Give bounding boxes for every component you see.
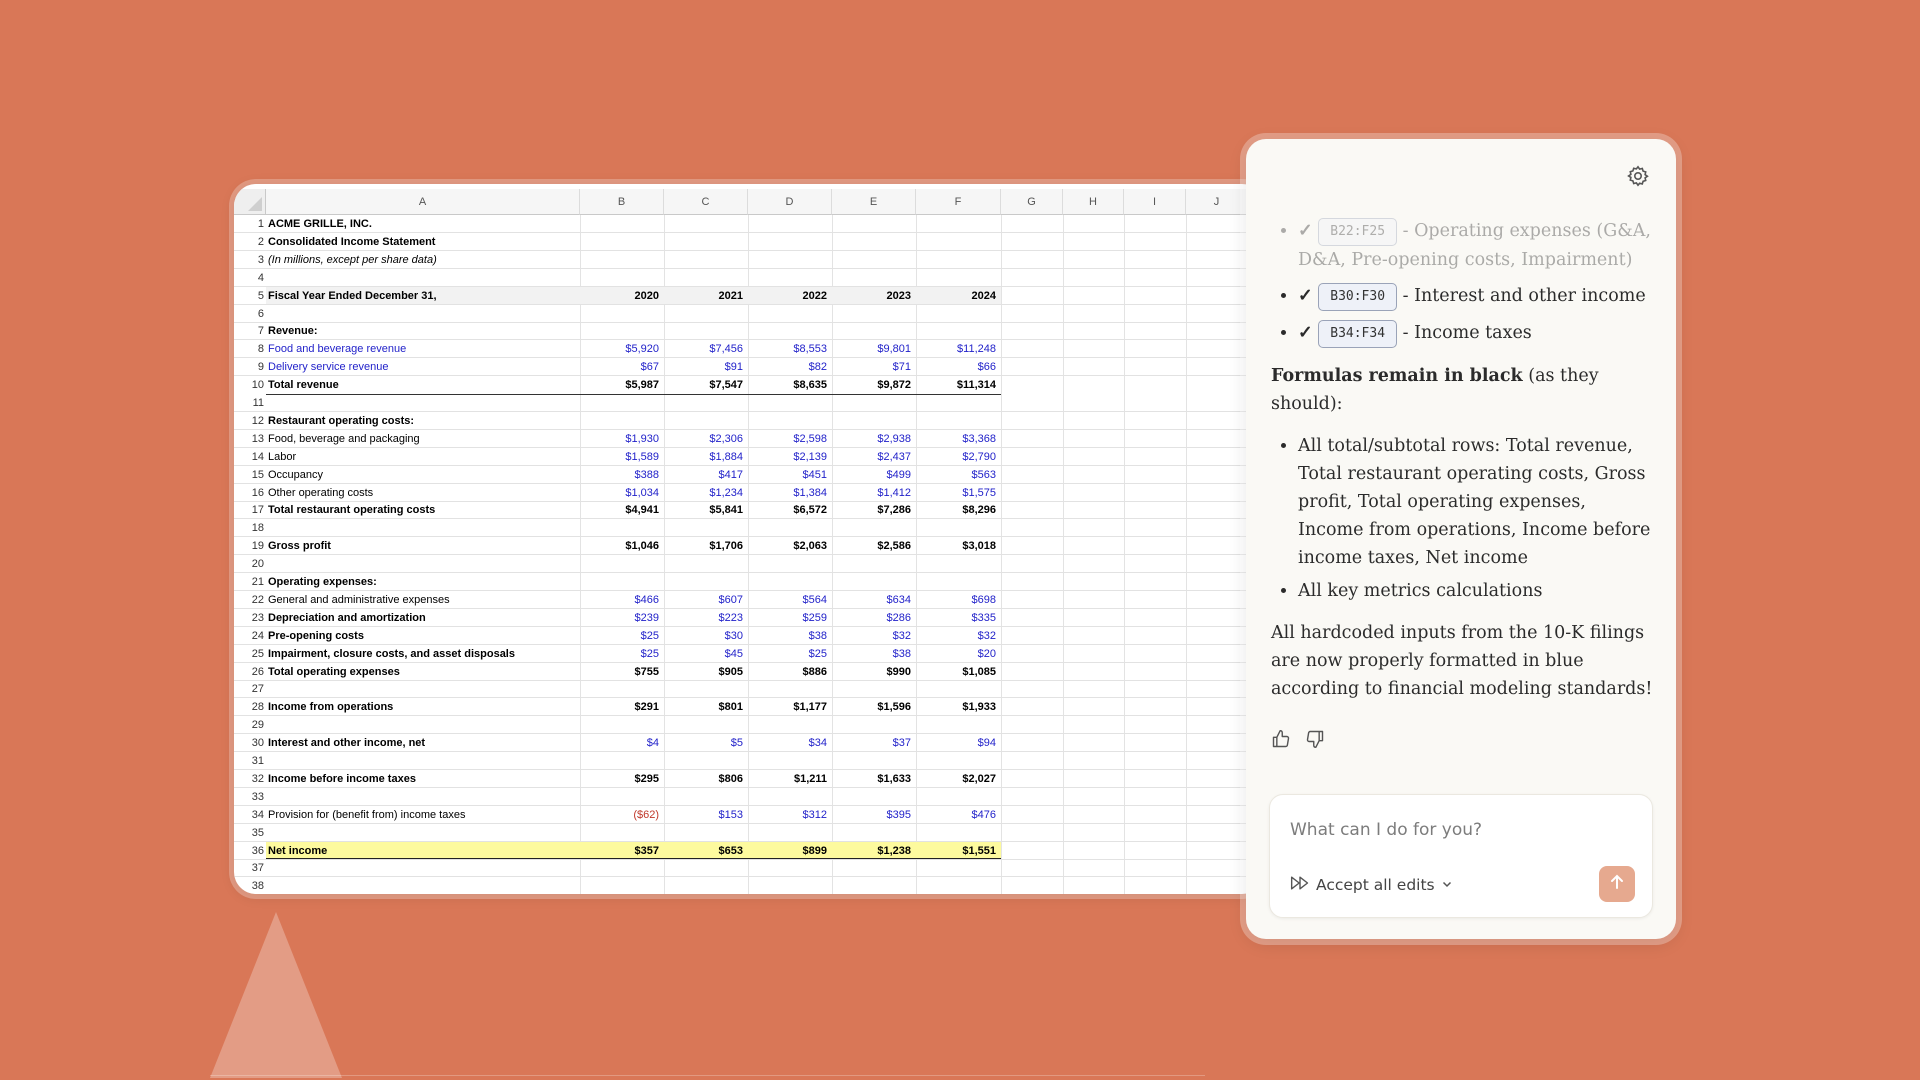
row-label-cell[interactable]: Food, beverage and packaging (268, 432, 420, 445)
assistant-chat-panel (1246, 139, 1676, 939)
row-number[interactable]: 4 (257, 271, 264, 284)
value-cell[interactable]: $698 (971, 593, 996, 606)
column-header[interactable]: G (1001, 189, 1063, 215)
table-row (234, 555, 1264, 573)
table-row (234, 824, 1264, 842)
chat-input[interactable] (1288, 815, 1632, 845)
value-cell[interactable]: $286 (886, 611, 911, 624)
select-all-corner[interactable] (234, 189, 266, 215)
value-cell[interactable]: $8,635 (793, 379, 827, 392)
row-number[interactable]: 29 (251, 719, 264, 732)
table-row (234, 322, 1264, 340)
value-cell[interactable]: $71 (892, 361, 911, 374)
table-row (234, 394, 1264, 412)
row-number[interactable]: 6 (257, 307, 264, 320)
row-label-cell[interactable]: Depreciation and amortization (268, 611, 426, 624)
value-cell[interactable]: 2021 (718, 289, 743, 302)
list-item (1298, 319, 1656, 348)
value-cell[interactable]: $11,314 (956, 379, 996, 392)
spreadsheet-grid (234, 184, 1264, 894)
send-button[interactable] (1599, 866, 1635, 902)
row-number[interactable]: 10 (251, 379, 264, 392)
value-cell[interactable]: $38 (892, 647, 911, 660)
table-row (234, 519, 1264, 537)
value-cell[interactable]: $4 (646, 737, 659, 750)
row-number[interactable]: 34 (251, 808, 264, 821)
row-number[interactable]: 16 (251, 486, 264, 499)
row-label-cell[interactable]: Fiscal Year Ended December 31, (268, 289, 437, 302)
column-header[interactable]: E (832, 189, 916, 215)
closing-message: All hardcoded inputs from the 10-K filings are now properly formatted in blue according to financial modeling standards! (1271, 623, 1653, 699)
value-cell[interactable]: $25 (808, 647, 827, 660)
table-row (234, 877, 1264, 894)
value-cell[interactable]: $9,801 (877, 343, 911, 356)
value-cell[interactable]: $7,547 (709, 379, 743, 392)
value-cell[interactable]: $25 (640, 647, 659, 660)
value-cell[interactable]: $806 (718, 772, 743, 785)
row-number[interactable]: 2 (257, 235, 264, 248)
row-label-cell[interactable]: Occupancy (268, 468, 324, 481)
row-number[interactable]: 7 (257, 325, 264, 338)
row-number[interactable]: 9 (257, 361, 264, 374)
value-cell[interactable]: ($62) (633, 808, 659, 821)
value-cell[interactable]: $2,306 (709, 432, 743, 445)
value-cell[interactable]: $1,884 (709, 450, 743, 463)
row-number[interactable]: 27 (251, 683, 264, 696)
row-label-cell[interactable]: Income from operations (268, 701, 394, 714)
value-cell[interactable]: $634 (886, 593, 911, 606)
row-number[interactable]: 8 (257, 343, 264, 356)
value-cell[interactable]: 2024 (971, 289, 996, 302)
value-cell[interactable]: $1,238 (877, 844, 911, 857)
row-label-cell[interactable]: Income before income taxes (268, 772, 416, 785)
value-cell[interactable]: $312 (802, 808, 827, 821)
row-number[interactable]: 38 (251, 880, 264, 893)
value-cell[interactable]: 2020 (634, 289, 659, 302)
row-label-cell[interactable]: Gross profit (268, 540, 331, 553)
row-label-cell[interactable]: Impairment, closure costs, and asset disposals (268, 647, 515, 660)
formulas-heading-rest: (as they should): (1271, 366, 1599, 414)
check-mark: ✓ (1298, 221, 1313, 241)
value-cell[interactable]: $2,586 (877, 540, 911, 553)
row-number[interactable]: 26 (251, 665, 264, 678)
row-number[interactable]: 33 (251, 790, 264, 803)
value-cell[interactable]: $37 (892, 737, 911, 750)
value-cell[interactable]: $9,872 (877, 379, 911, 392)
list-item-text: - Interest and other income (1397, 286, 1646, 306)
value-cell[interactable]: $886 (802, 665, 827, 678)
value-cell[interactable]: $451 (802, 468, 827, 481)
value-cell[interactable]: $6,572 (793, 504, 827, 517)
value-cell[interactable]: $1,046 (625, 540, 659, 553)
value-cell[interactable]: $395 (886, 808, 911, 821)
table-row (234, 716, 1264, 734)
value-cell[interactable]: $223 (718, 611, 743, 624)
value-cell[interactable]: $7,456 (709, 343, 743, 356)
value-cell[interactable]: $66 (977, 361, 996, 374)
value-cell[interactable]: $8,553 (793, 343, 827, 356)
value-cell[interactable]: $34 (808, 737, 827, 750)
row-label-cell[interactable]: Other operating costs (268, 486, 374, 499)
row-label-cell[interactable]: Operating expenses: (268, 576, 377, 588)
row-label-cell[interactable]: ACME GRILLE, INC. (268, 218, 372, 230)
row-number[interactable]: 36 (251, 844, 264, 857)
value-cell[interactable]: $45 (724, 647, 743, 660)
row-label-cell[interactable]: Total operating expenses (268, 665, 400, 678)
row-label-cell[interactable]: Total restaurant operating costs (268, 504, 436, 517)
range-chip[interactable]: B22:F25 (1318, 218, 1397, 246)
value-cell[interactable]: $466 (634, 593, 659, 606)
list-item: • All key metrics calculations (1298, 577, 1656, 605)
value-cell[interactable]: $5 (730, 737, 743, 750)
value-cell[interactable]: $1,551 (962, 844, 996, 857)
row-label-cell[interactable]: Net income (268, 844, 328, 857)
row-label-cell[interactable]: (In millions, except per share data) (268, 253, 437, 266)
value-cell[interactable]: $153 (718, 808, 743, 821)
row-number[interactable]: 1 (257, 218, 264, 230)
value-cell[interactable]: $67 (640, 361, 659, 374)
value-cell[interactable]: $4,941 (625, 504, 659, 517)
table-row (234, 573, 1264, 591)
table-row (234, 680, 1264, 698)
thumbs-down-icon[interactable] (1305, 729, 1325, 749)
value-cell[interactable]: $990 (886, 665, 911, 678)
value-cell[interactable]: $30 (724, 629, 743, 642)
list-item-text: - Income taxes (1397, 323, 1532, 343)
accept-all-edits-button[interactable] (1290, 875, 1453, 895)
value-cell[interactable]: $25 (640, 629, 659, 642)
value-cell[interactable]: $259 (802, 611, 827, 624)
value-cell[interactable]: $564 (802, 593, 827, 606)
value-cell[interactable]: $1,211 (793, 772, 827, 785)
check-mark: ✓ (1298, 286, 1313, 306)
value-cell[interactable]: $755 (634, 665, 659, 678)
row-label-cell[interactable]: Interest and other income, net (268, 737, 426, 750)
row-number[interactable]: 37 (251, 862, 264, 875)
list-item (1298, 282, 1656, 311)
column-header[interactable]: F (916, 189, 1001, 215)
column-header[interactable]: H (1063, 189, 1124, 215)
value-cell[interactable]: $499 (886, 468, 911, 481)
row-label-cell[interactable]: Revenue: (268, 325, 318, 338)
row-label-cell[interactable]: Total revenue (268, 379, 339, 392)
formulas-heading-bold: Formulas remain in black (1271, 366, 1523, 386)
table-row (234, 788, 1264, 806)
row-label-cell[interactable]: Consolidated Income Statement (268, 235, 436, 248)
value-cell[interactable]: $1,234 (709, 486, 743, 499)
value-cell[interactable]: $3,018 (962, 540, 996, 553)
value-cell[interactable]: $417 (718, 468, 743, 481)
value-cell[interactable]: $1,633 (877, 772, 911, 785)
value-cell[interactable]: $1,034 (625, 486, 659, 499)
column-header[interactable]: C (664, 189, 748, 215)
value-cell[interactable]: $291 (634, 701, 659, 714)
chevron-down-icon (1441, 876, 1453, 894)
value-cell[interactable]: $1,575 (962, 486, 996, 499)
row-number[interactable]: 18 (251, 522, 264, 535)
value-cell[interactable]: $899 (802, 844, 827, 857)
value-cell[interactable]: $11,248 (957, 343, 996, 356)
row-number[interactable]: 35 (251, 826, 264, 839)
value-cell[interactable]: $2,598 (793, 432, 827, 445)
value-cell[interactable]: $1,412 (877, 486, 911, 499)
row-label-cell[interactable]: Restaurant operating costs: (268, 414, 415, 427)
value-cell[interactable]: $8,296 (962, 504, 996, 517)
value-cell[interactable]: $2,790 (962, 450, 996, 463)
value-cell[interactable]: $38 (808, 629, 827, 642)
table-row (234, 215, 1264, 233)
value-cell[interactable]: $1,177 (793, 701, 827, 714)
value-cell[interactable]: $357 (634, 844, 659, 857)
value-cell[interactable]: $7,286 (877, 504, 911, 517)
value-cell[interactable]: $20 (977, 647, 996, 660)
value-cell[interactable]: $2,938 (877, 432, 911, 445)
column-header[interactable]: J (1186, 189, 1248, 215)
list-item: • All total/subtotal rows: Total revenue, Total restaurant operating costs, Gross profit, Total operating expenses, Income from operations, Income before income taxes, Net income (1298, 432, 1656, 572)
row-label-cell[interactable]: Delivery service revenue (268, 361, 389, 374)
table-row (234, 752, 1264, 770)
column-header[interactable]: B (580, 189, 664, 215)
row-number[interactable]: 11 (252, 397, 264, 409)
value-cell[interactable]: $1,589 (625, 450, 659, 463)
formulas-heading (1271, 362, 1656, 418)
value-cell[interactable]: $1,706 (709, 540, 743, 553)
chat-message (1271, 217, 1656, 703)
value-cell[interactable]: $5,920 (625, 343, 659, 356)
value-cell[interactable]: $801 (718, 701, 743, 714)
fast-forward-icon (1290, 875, 1310, 895)
formula-rows-list (1271, 432, 1656, 605)
spreadsheet-window (234, 184, 1264, 894)
row-number[interactable]: 20 (251, 558, 264, 571)
row-number[interactable]: 3 (257, 253, 264, 266)
row-number[interactable]: 5 (257, 289, 264, 302)
row-number[interactable]: 13 (251, 432, 264, 445)
value-cell[interactable]: $1,596 (877, 701, 911, 714)
arrow-up-icon (1608, 873, 1626, 895)
value-cell[interactable]: $1,933 (962, 701, 996, 714)
value-cell[interactable]: $388 (634, 468, 659, 481)
column-header[interactable]: I (1124, 189, 1186, 215)
check-mark: ✓ (1298, 323, 1313, 343)
row-number[interactable]: 15 (251, 468, 264, 481)
row-number[interactable]: 28 (251, 701, 264, 714)
row-number[interactable]: 25 (251, 647, 264, 660)
row-number[interactable]: 17 (251, 504, 264, 517)
list-item-text: - Operating expenses (G&A, D&A, Pre-opening costs, Impairment) (1298, 221, 1651, 270)
row-number[interactable]: 32 (251, 772, 264, 785)
value-cell[interactable]: $5,841 (709, 504, 743, 517)
value-cell[interactable]: $1,384 (793, 486, 827, 499)
decorative-triangle (210, 912, 342, 1078)
value-cell[interactable]: $2,139 (793, 450, 827, 463)
value-cell[interactable]: $335 (971, 611, 996, 624)
gear-icon[interactable] (1626, 164, 1650, 188)
value-cell[interactable]: $653 (718, 844, 743, 857)
feedback-buttons (1271, 729, 1325, 749)
column-header[interactable]: A (266, 189, 580, 215)
value-cell[interactable]: $295 (634, 772, 659, 785)
value-cell[interactable]: $905 (718, 665, 743, 678)
row-number[interactable]: 30 (251, 737, 264, 750)
row-number[interactable]: 21 (251, 576, 264, 588)
value-cell[interactable]: $1,085 (962, 665, 996, 678)
row-label-cell[interactable]: General and administrative expenses (268, 593, 450, 606)
row-label-cell[interactable]: Provision for (benefit from) income taxes (268, 808, 466, 821)
value-cell[interactable]: $1,930 (625, 432, 659, 445)
row-number[interactable]: 31 (251, 755, 264, 767)
value-cell[interactable]: $2,437 (877, 450, 911, 463)
row-label-cell[interactable]: Labor (268, 450, 297, 463)
value-cell[interactable]: $2,027 (962, 772, 996, 785)
value-cell[interactable]: $32 (977, 629, 996, 642)
row-number[interactable]: 23 (251, 611, 264, 624)
row-number[interactable]: 22 (251, 593, 264, 606)
value-cell[interactable]: $563 (971, 468, 996, 481)
thumbs-up-icon[interactable] (1271, 729, 1291, 749)
value-cell[interactable]: 2023 (886, 289, 911, 302)
decorative-line (210, 1075, 1205, 1076)
value-cell[interactable]: $5,987 (625, 379, 659, 392)
list-item (1298, 217, 1656, 274)
table-row (234, 305, 1264, 323)
value-cell[interactable]: $32 (892, 629, 911, 642)
value-cell[interactable]: $91 (724, 361, 743, 374)
range-chip[interactable]: B34:F34 (1318, 320, 1397, 348)
value-cell[interactable]: $239 (634, 611, 659, 624)
chat-input-box (1269, 794, 1653, 918)
row-label-cell[interactable]: Pre-opening costs (268, 629, 364, 642)
value-cell[interactable]: $94 (977, 737, 996, 750)
edited-ranges-list (1271, 217, 1656, 348)
value-cell[interactable]: $476 (971, 808, 996, 821)
table-row (234, 269, 1264, 287)
value-cell[interactable]: $2,063 (793, 540, 827, 553)
row-number[interactable]: 14 (251, 450, 264, 463)
value-cell[interactable]: $3,368 (962, 432, 996, 445)
row-number[interactable]: 12 (251, 414, 264, 427)
value-cell[interactable]: $607 (718, 593, 743, 606)
value-cell[interactable]: $82 (808, 361, 827, 374)
row-label-cell[interactable]: Food and beverage revenue (268, 343, 407, 356)
row-number[interactable]: 19 (251, 540, 264, 553)
range-chip[interactable]: B30:F30 (1318, 283, 1397, 311)
column-header[interactable]: D (748, 189, 832, 215)
table-row (234, 859, 1264, 877)
row-number[interactable]: 24 (251, 629, 264, 642)
accept-all-edits-label: Accept all edits (1316, 876, 1435, 894)
value-cell[interactable]: 2022 (802, 289, 827, 302)
